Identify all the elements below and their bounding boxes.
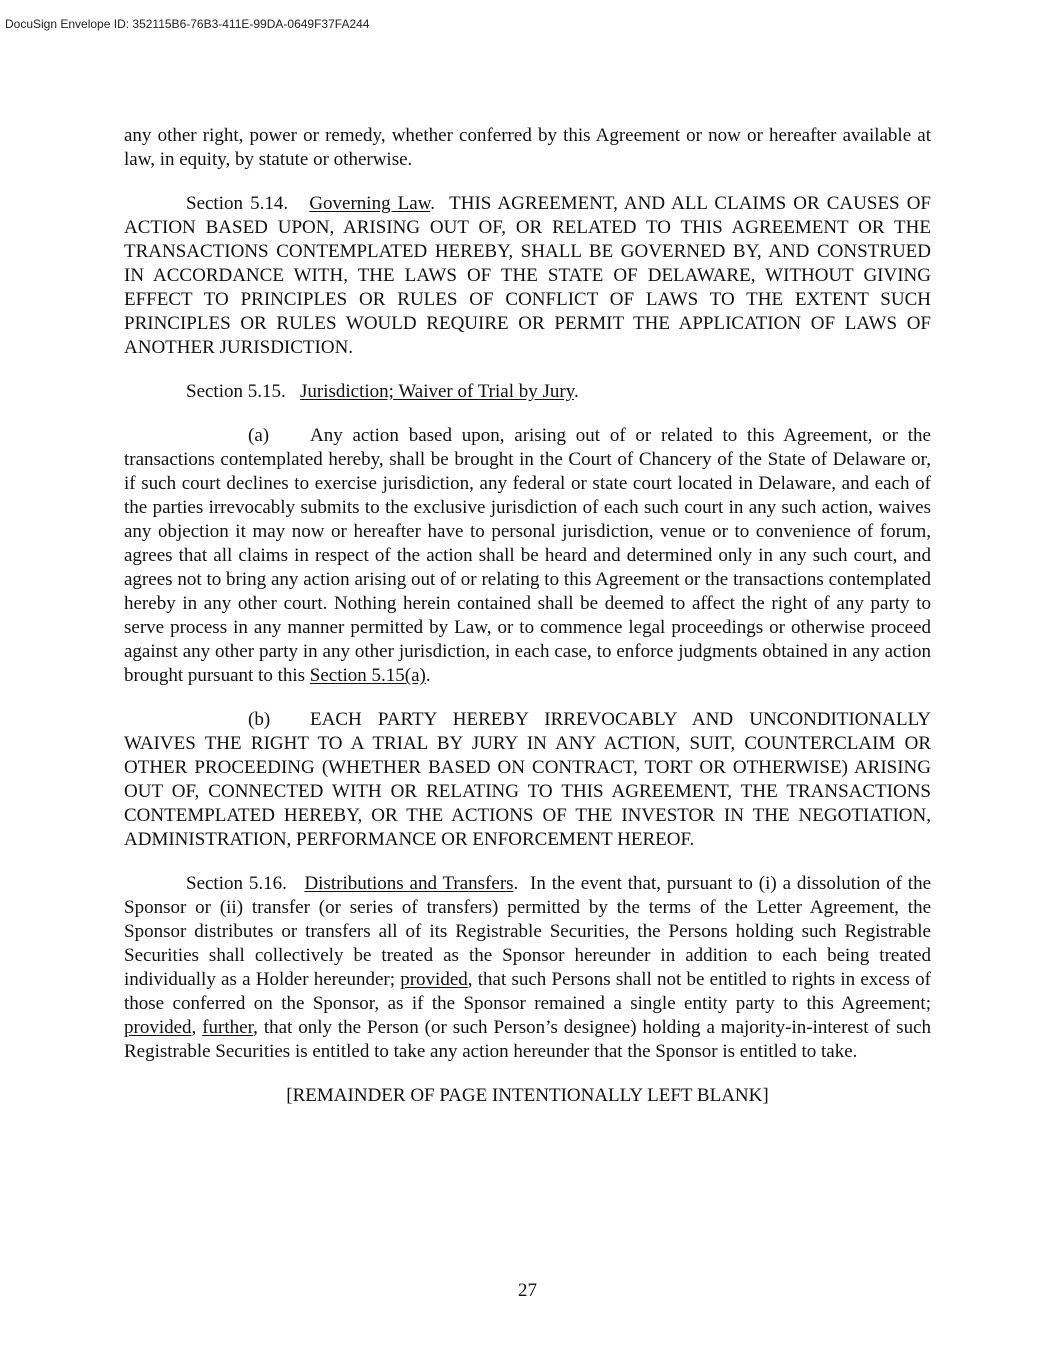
document-body — [124, 124, 931, 1128]
section-5-15-heading: Jurisdiction; Waiver of Trial by Jury — [300, 381, 574, 402]
remainder-notice: [REMAINDER OF PAGE INTENTIONALLY LEFT BLANK] — [286, 1085, 769, 1106]
section-5-16-paragraph: Section 5.16. Distributions and Transfers. In the event that, pursuant to (i) a dissolution of the Sponsor or (ii) transfer (or series of transfers) permitted by the terms of the Letter Agreement, the Sponsor distributes or transfers all of its Registrable Securities, the Persons holding such Registrable Securities shall collectively be treated as the Sponsor hereunder in addition to each being treated individually as a Holder hereunder; provided, that such Persons shall not be entitled to rights in excess of those conferred on the Sponsor, as if the Sponsor remained a single entity party to this Agreement; provided, further, that only the Person (or such Person’s designee) holding a majority-in-interest of such Registrable Securities is entitled to take any action hereunder that the Sponsor is entitled to take. — [124, 873, 932, 1062]
section-5-15-b-body: EACH PARTY HEREBY IRREVOCABLY AND UNCONDITIONALLY WAIVES THE RIGHT TO A TRIAL BY JURY IN ANY ACTION, SUIT, COUNTERCLAIM OR OTHER PROCEEDING (WHETHER BASED ON CONTRACT, TORT OR OTHERWISE) ARISING OUT OF, CONNECTED WITH OR RELATING TO THIS AGREEMENT, THE TRANSACTIONS CONTEMPLATED HEREBY, OR THE ACTIONS OF THE INVESTOR IN THE NEGOTIATION, ADMINISTRATION, PERFORMANCE OR ENFORCEMENT HEREOF. — [124, 709, 931, 850]
section-5-15-a-label: (a) — [248, 425, 270, 446]
section-5-14-number: Section 5.14. — [186, 193, 289, 214]
docusign-envelope-id: DocuSign Envelope ID: 352115B6-76B3-411E-99DA-0649F37FA244 — [5, 17, 370, 31]
section-5-14-paragraph: Section 5.14. Governing Law. THIS AGREEMENT, AND ALL CLAIMS OR CAUSES OF ACTION BASED UPON, ARISING OUT OF, OR RELATED TO THIS AGREEMENT OR THE TRANSACTIONS CONTEMPLATED HEREBY, SHALL BE GOVERNED BY, AND CONSTRUED IN ACCORDANCE WITH, THE LAWS OF THE STATE OF DELAWARE, WITHOUT GIVING EFFECT TO PRINCIPLES OR RULES OF CONFLICT OF LAWS TO THE EXTENT SUCH PRINCIPLES OR RULES WOULD REQUIRE OR PERMIT THE APPLICATION OF LAWS OF ANOTHER JURISDICTION. — [124, 193, 931, 358]
section-5-16-further: further — [202, 1017, 254, 1038]
section-5-14-heading: Governing Law — [309, 193, 431, 214]
section-5-15-number: Section 5.15. — [186, 381, 286, 402]
section-5-16-provided-1: provided — [400, 969, 468, 990]
section-5-16-number: Section 5.16. — [186, 873, 287, 894]
section-5-15-a-body: Any action based upon, arising out of or related to this Agreement, or the transactions contemplated hereby, shall be brought in the Court of Chancery of the State of Delaware or, if such court declines to exercise jurisdiction, any federal or state court located in Delaware, and each of the parties irrevocably submits to the exclusive jurisdiction of each such court in any such action, waives any objection it may now or hereafter have to personal jurisdiction, venue or to convenience of forum, agrees that all claims in respect of the action shall be heard and determined only in any such court, and agrees not to bring any action arising out of or relating to this Agreement or the transactions contemplated hereby in any other court. Nothing herein contained shall be deemed to affect the right of any party to serve process in any manner permitted by Law, or to commence legal proceedings or otherwise proceed against any other party in any other jurisdiction, in each case, to enforce judgments obtained in any action brought pursuant to this — [124, 425, 931, 686]
section-5-14-body: THIS AGREEMENT, AND ALL CLAIMS OR CAUSES OF ACTION BASED UPON, ARISING OUT OF, OR RELATED TO THIS AGREEMENT OR THE TRANSACTIONS CONTEMPLATED HEREBY, SHALL BE GOVERNED BY, AND CONSTRUED IN ACCORDANCE WITH, THE LAWS OF THE STATE OF DELAWARE, WITHOUT GIVING EFFECT TO PRINCIPLES OR RULES OF CONFLICT OF LAWS TO THE EXTENT SUCH PRINCIPLES OR RULES WOULD REQUIRE OR PERMIT THE APPLICATION OF LAWS OF ANOTHER JURISDICTION. — [124, 193, 931, 358]
section-5-15-heading-paragraph: Section 5.15. Jurisdiction; Waiver of Trial by Jury. — [186, 381, 579, 402]
section-5-15-a-paragraph: (a) Any action based upon, arising out of or related to this Agreement, or the transactions contemplated hereby, shall be brought in the Court of Chancery of the State of Delaware or, if such court declines to exercise jurisdiction, any federal or state court located in Delaware, and each of the parties irrevocably submits to the exclusive jurisdiction of each such court in any such action, waives any objection it may now or hereafter have to personal jurisdiction, venue or to convenience of forum, agrees that all claims in respect of the action shall be heard and determined only in any such court, and agrees not to bring any action arising out of or relating to this Agreement or the transactions contemplated hereby in any other court. Nothing herein contained shall be deemed to affect the right of any party to serve process in any manner permitted by Law, or to commence legal proceedings or otherwise proceed against any other party in any other jurisdiction, in each case, to enforce judgments obtained in any action brought pursuant to this Section 5.15(a). — [124, 425, 931, 686]
continuation-paragraph: any other right, power or remedy, whether conferred by this Agreement or now or hereafter available at law, in equity, by statute or otherwise. — [124, 125, 931, 170]
page-number: 27 — [518, 1280, 537, 1301]
section-5-15-a-reference: Section 5.15(a) — [309, 665, 426, 686]
section-5-16-body-part-3: , that only the Person (or such Person’s designee) holding a majority-in-interest of such Registrable Securities is entitled to take any action hereunder that the Sponsor is entitled to take. — [124, 1017, 932, 1062]
section-5-16-provided-2: provided — [124, 1017, 192, 1038]
section-5-15-b-label: (b) — [248, 709, 271, 730]
section-5-15-b-paragraph — [124, 708, 931, 852]
section-5-16-heading: Distributions and Transfers — [304, 873, 514, 894]
section-5-16-body-part-2: , that such Persons shall not be entitled to rights in excess of those conferred on the Sponsor, as if the Sponsor remained a single entity party to this Agreement; — [124, 969, 932, 1014]
section-5-16-body-part-1: In the event that, pursuant to (i) a dissolution of the Sponsor or (ii) transfer (or series of transfers) permitted by the terms of the Letter Agreement, the Sponsor distributes or transfers all of its Registrable Securities, the Persons holding such Registrable Securities shall collectively be treated as the Sponsor hereunder in addition to each being treated individually as a Holder hereunder; — [124, 873, 932, 990]
